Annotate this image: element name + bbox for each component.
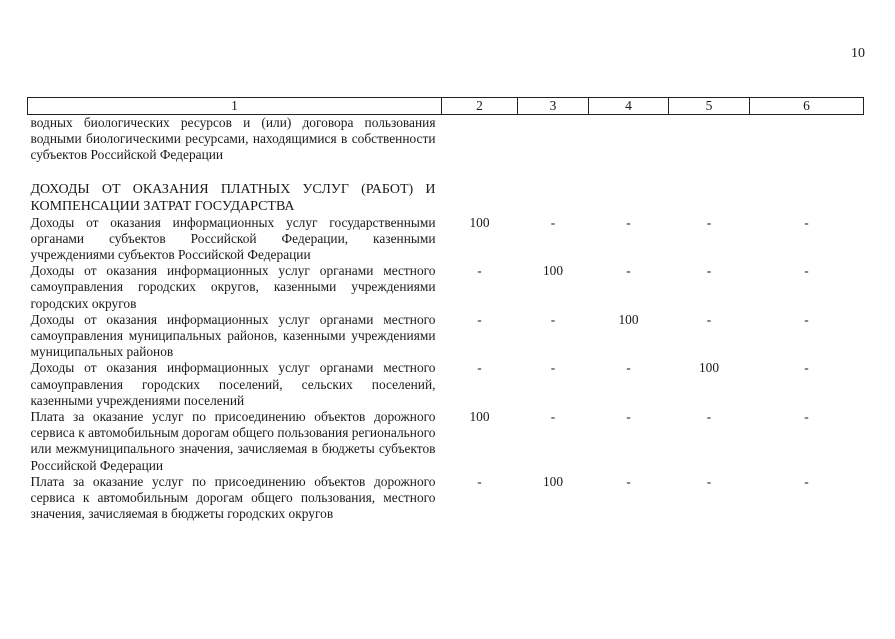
- continuation-text: водных биологических ресурсов и (или) договора пользования водными биологическими ресурсами, находящимися в собственности субъектов Российской Федерации: [30, 115, 436, 163]
- table-row: [28, 360, 864, 409]
- column-header-6: 6: [750, 98, 864, 115]
- cell-col6: -: [804, 473, 809, 489]
- column-header-2: 2: [442, 98, 518, 115]
- cell-col2: -: [477, 360, 482, 376]
- table-row: [28, 409, 864, 474]
- cell-col2: 100: [469, 409, 490, 425]
- row-description: Плата за оказание услуг по присоединению объектов дорожного сервиса к автомобильным дорогам общего пользования регионального или межмуниципального значения, зачисляемая в бюджеты субъектов Российской Федерации: [30, 409, 436, 473]
- revenue-distribution-table: [27, 97, 864, 522]
- cell-col3: -: [550, 409, 556, 425]
- cell-col2: 100: [469, 214, 490, 230]
- cell-col6: -: [804, 409, 809, 425]
- cell-col5: -: [706, 214, 712, 230]
- cell-col5: 100: [698, 360, 720, 376]
- cell-col4: -: [626, 214, 631, 230]
- cell-col5: -: [706, 473, 712, 489]
- cell-col2: -: [477, 263, 482, 279]
- row-description: Доходы от оказания информационных услуг органами местного самоуправления городских округов, казенными учреждениями городских округов: [30, 263, 436, 311]
- row-description: Доходы от оказания информационных услуг государственными органами субъектов Российской Федерации, казенными учреждениями субъектов Российской Федерации: [30, 214, 436, 263]
- table-row: [28, 263, 864, 312]
- row-description: Плата за оказание услуг по присоединению объектов дорожного сервиса к автомобильным дорогам общего пользования, местного значения, зачисляемая в бюджеты городских округов: [30, 473, 436, 522]
- column-header-4: 4: [589, 98, 669, 115]
- column-header-1: 1: [28, 98, 442, 115]
- cell-col6: -: [804, 214, 809, 230]
- continuation-row: [28, 115, 864, 164]
- column-number-header-row: [28, 98, 864, 115]
- cell-col3: -: [550, 360, 556, 376]
- cell-col6: -: [804, 263, 809, 279]
- column-header-3: 3: [518, 98, 589, 115]
- cell-col6: -: [804, 311, 809, 327]
- cell-col5: -: [706, 263, 712, 279]
- cell-col4: -: [626, 409, 631, 425]
- row-description: Доходы от оказания информационных услуг органами местного самоуправления муниципальных районов, казенными учреждениями муниципальных районов: [30, 311, 436, 360]
- row-description: Доходы от оказания информационных услуг органами местного самоуправления городских поселений, сельских поселений, казенными учреждениями поселений: [30, 360, 436, 408]
- cell-col4: -: [626, 360, 631, 376]
- cell-col4: -: [626, 263, 631, 279]
- page-number: 10: [851, 46, 865, 61]
- section-heading-row: [28, 164, 864, 215]
- cell-col2: -: [477, 311, 482, 327]
- table-row: [28, 215, 864, 264]
- table-row: [28, 474, 864, 523]
- cell-col4: 100: [618, 311, 639, 327]
- cell-col5: -: [706, 409, 712, 425]
- section-title: ДОХОДЫ ОТ ОКАЗАНИЯ ПЛАТНЫХ УСЛУГ (РАБОТ) И КОМПЕНСАЦИИ ЗАТРАТ ГОСУДАРСТВА: [30, 181, 436, 214]
- cell-col5: -: [706, 311, 712, 327]
- table-row: [28, 312, 864, 361]
- cell-col4: -: [626, 473, 631, 489]
- cell-col6: -: [804, 360, 809, 376]
- cell-col3: -: [550, 311, 556, 327]
- cell-col3: -: [550, 214, 556, 230]
- column-header-5: 5: [669, 98, 750, 115]
- cell-col2: -: [477, 473, 482, 489]
- cell-col3: 100: [542, 263, 564, 279]
- cell-col3: 100: [542, 473, 564, 489]
